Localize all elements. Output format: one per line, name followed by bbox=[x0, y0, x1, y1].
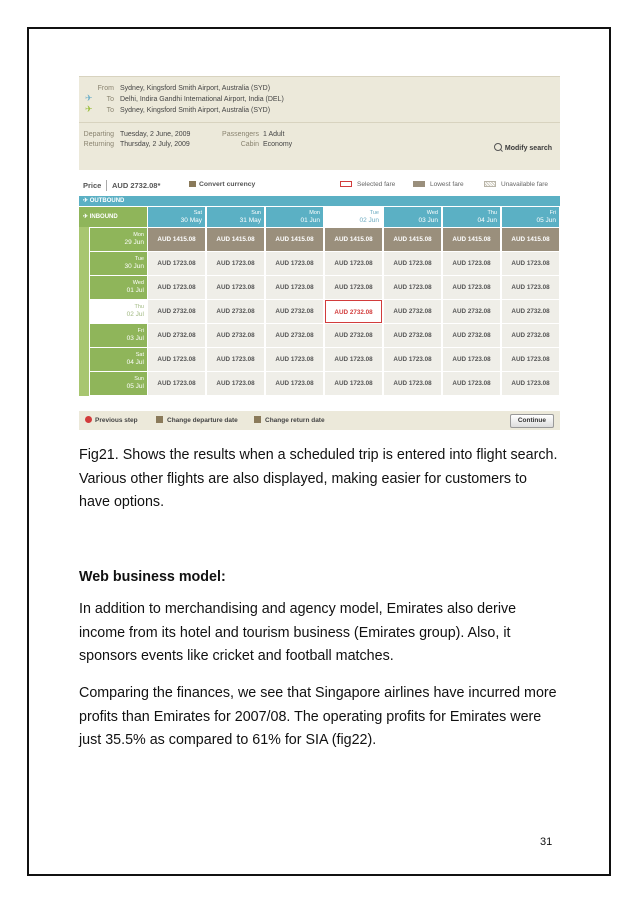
inbound-date-label: 02 Jul bbox=[126, 311, 144, 318]
inbound-date-3[interactable] bbox=[90, 300, 147, 323]
fare-cell[interactable]: AUD 1723.08 bbox=[207, 252, 264, 275]
outbound-day: Fri bbox=[549, 210, 556, 216]
fare-cell[interactable]: AUD 2732.08 bbox=[207, 300, 264, 323]
magnifier-icon bbox=[494, 143, 502, 151]
fare-cell[interactable]: AUD 2732.08 bbox=[148, 300, 205, 323]
outbound-label: OUTBOUND bbox=[89, 198, 125, 204]
to-label-return: To bbox=[106, 107, 114, 114]
cabin-label: Cabin bbox=[240, 141, 259, 148]
fare-cell[interactable]: AUD 2732.08 bbox=[325, 300, 382, 323]
outbound-date-label: 31 May bbox=[239, 217, 261, 224]
from-value: Sydney, Kingsford Smith Airport, Australia (SYD) bbox=[120, 85, 271, 92]
previous-step-label: Previous step bbox=[95, 417, 138, 424]
caption-text: Fig21. Shows the results when a scheduled trip is entered into flight search. Various other flights are also displayed, making easier for customers to have options. bbox=[79, 447, 558, 510]
legend-selected-label: Selected fare bbox=[357, 181, 396, 188]
from-label: From bbox=[97, 85, 114, 92]
currency-icon bbox=[189, 181, 196, 187]
to-label: To bbox=[106, 96, 114, 103]
change-return-button[interactable] bbox=[254, 416, 325, 424]
fare-cell[interactable]: AUD 1723.08 bbox=[325, 372, 382, 395]
to-value-return: Sydney, Kingsford Smith Airport, Australia (SYD) bbox=[120, 107, 271, 114]
outbound-date-label: 03 Jun bbox=[418, 217, 438, 224]
selected-swatch bbox=[340, 181, 352, 187]
fare-cell[interactable]: AUD 1723.08 bbox=[325, 252, 382, 275]
price-label: Price bbox=[83, 181, 102, 190]
returning-label: Returning bbox=[83, 141, 114, 148]
back-arrow-icon bbox=[85, 416, 92, 423]
outbound-day: Thu bbox=[487, 210, 497, 216]
fare-calendar-grid bbox=[79, 196, 560, 418]
outbound-date-1[interactable] bbox=[207, 207, 264, 227]
change-departure-label: Change departure date bbox=[167, 417, 238, 424]
fare-cell[interactable]: AUD 1723.08 bbox=[266, 252, 323, 275]
fare-cell[interactable]: AUD 2732.08 bbox=[443, 300, 500, 323]
fare-cell[interactable]: AUD 1723.08 bbox=[384, 252, 441, 275]
inbound-date-5[interactable] bbox=[90, 348, 147, 371]
price-value: AUD 2732.08* bbox=[112, 181, 161, 190]
fare-cell[interactable]: AUD 1723.08 bbox=[325, 348, 382, 371]
inbound-header bbox=[79, 207, 147, 227]
fare-cell[interactable]: AUD 1723.08 bbox=[325, 276, 382, 299]
inbound-date-label: 04 Jul bbox=[126, 359, 144, 366]
fare-cell[interactable]: AUD 1415.08 bbox=[384, 228, 441, 251]
inbound-day: Mon bbox=[133, 232, 144, 238]
departing-value: Tuesday, 2 June, 2009 bbox=[120, 131, 191, 138]
outbound-date-label: 04 Jun bbox=[477, 217, 497, 224]
price-bar bbox=[79, 178, 560, 194]
paragraph-1-text: In addition to merchandising and agency model, Emirates also derive income from its hotel and tourism business (Emirates group). Also, it sponsors events like cricket and football matches. bbox=[79, 601, 517, 664]
search-summary bbox=[79, 76, 560, 170]
outbound-day: Sun bbox=[251, 210, 261, 216]
inbound-day: Sat bbox=[135, 352, 144, 358]
inbound-date-label: 29 Jun bbox=[124, 239, 144, 246]
paragraph-2-text: Comparing the finances, we see that Singapore airlines have incurred more profits than Emirates for 2007/08. The operating profits for Emirates were just 35.5% as compared to 61% for SIA (fig22). bbox=[79, 685, 557, 748]
price-separator bbox=[106, 180, 107, 191]
fare-cell[interactable]: AUD 1723.08 bbox=[148, 348, 205, 371]
fare-cell[interactable]: AUD 2732.08 bbox=[148, 324, 205, 347]
fare-cell[interactable]: AUD 1415.08 bbox=[502, 228, 559, 251]
continue-button[interactable]: Continue bbox=[510, 414, 554, 428]
fare-cell[interactable]: AUD 1415.08 bbox=[148, 228, 205, 251]
inbound-date-6[interactable] bbox=[90, 372, 147, 395]
fare-cell[interactable]: AUD 1723.08 bbox=[207, 348, 264, 371]
lowest-swatch bbox=[413, 181, 425, 187]
fare-cell[interactable]: AUD 1723.08 bbox=[266, 348, 323, 371]
returning-value: Thursday, 2 July, 2009 bbox=[120, 141, 190, 148]
inbound-day: Wed bbox=[132, 280, 144, 286]
legend-lowest-label: Lowest fare bbox=[430, 181, 464, 188]
fare-cell[interactable]: AUD 1723.08 bbox=[207, 276, 264, 299]
to-value-outbound: Delhi, Indira Gandhi International Airport, India (DEL) bbox=[120, 96, 284, 103]
paragraph-1 bbox=[79, 598, 559, 669]
fare-cell[interactable]: AUD 1723.08 bbox=[443, 276, 500, 299]
outbound-day: Wed bbox=[426, 210, 438, 216]
fare-cell[interactable]: AUD 1723.08 bbox=[384, 348, 441, 371]
outbound-date-3[interactable] bbox=[325, 207, 382, 227]
inbound-date-2[interactable] bbox=[90, 276, 147, 299]
fare-cell[interactable]: AUD 1723.08 bbox=[266, 372, 323, 395]
modify-search-label: Modify search bbox=[504, 145, 552, 152]
outbound-date-6[interactable] bbox=[502, 207, 559, 227]
legend-selected bbox=[340, 181, 395, 188]
outbound-date-5[interactable] bbox=[443, 207, 500, 227]
fare-cell[interactable]: AUD 1723.08 bbox=[384, 372, 441, 395]
convert-currency-link[interactable] bbox=[189, 181, 255, 188]
outbound-plane-small-icon: ✈ bbox=[83, 198, 89, 204]
previous-step-button[interactable] bbox=[85, 416, 138, 424]
fare-cell[interactable]: AUD 1723.08 bbox=[443, 348, 500, 371]
fare-cell[interactable]: AUD 1723.08 bbox=[266, 276, 323, 299]
fare-cell[interactable]: AUD 1723.08 bbox=[148, 372, 205, 395]
inbound-date-label: 05 Jul bbox=[126, 383, 144, 390]
outbound-date-4[interactable] bbox=[384, 207, 441, 227]
inbound-label: INBOUND bbox=[89, 214, 118, 220]
outbound-date-2[interactable] bbox=[266, 207, 323, 227]
fare-cell[interactable]: AUD 1723.08 bbox=[384, 276, 441, 299]
outbound-day: Sat bbox=[193, 210, 202, 216]
outbound-date-label: 01 Jun bbox=[300, 217, 320, 224]
unavailable-swatch bbox=[484, 181, 496, 187]
inbound-day: Sun bbox=[134, 376, 144, 382]
inbound-date-label: 30 Jun bbox=[124, 263, 144, 270]
inbound-side-band bbox=[79, 227, 89, 396]
inbound-day: Tue bbox=[134, 256, 144, 262]
fare-cell[interactable]: AUD 1723.08 bbox=[443, 372, 500, 395]
calendar-icon-return bbox=[254, 416, 261, 423]
outbound-date-label: 02 Jun bbox=[359, 217, 379, 224]
cabin-value: Economy bbox=[263, 141, 293, 148]
outbound-plane-icon: ✈ bbox=[85, 93, 93, 103]
fare-cell[interactable]: AUD 1415.08 bbox=[325, 228, 382, 251]
fare-cell[interactable]: AUD 2732.08 bbox=[207, 324, 264, 347]
inbound-date-1[interactable] bbox=[90, 252, 147, 275]
fare-cell[interactable]: AUD 2732.08 bbox=[502, 300, 559, 323]
flight-search-screenshot bbox=[79, 76, 560, 430]
fare-cell[interactable]: AUD 1723.08 bbox=[502, 372, 559, 395]
fare-cell[interactable]: AUD 1415.08 bbox=[207, 228, 264, 251]
passengers-value: 1 Adult bbox=[263, 131, 285, 138]
change-departure-button[interactable] bbox=[156, 416, 238, 424]
inbound-day: Thu bbox=[134, 304, 144, 310]
inbound-date-label: 03 Jul bbox=[126, 335, 144, 342]
fare-cell[interactable]: AUD 2732.08 bbox=[325, 324, 382, 347]
page-number: 31 bbox=[540, 836, 553, 848]
footer-bar bbox=[79, 411, 560, 430]
legend-unavailable bbox=[484, 181, 548, 188]
inbound-date-0[interactable] bbox=[90, 228, 147, 251]
fare-cell[interactable]: AUD 1723.08 bbox=[207, 372, 264, 395]
outbound-day: Mon bbox=[309, 210, 320, 216]
fare-cell[interactable]: AUD 2732.08 bbox=[443, 324, 500, 347]
modify-search-button[interactable] bbox=[494, 143, 552, 152]
outbound-day: Tue bbox=[369, 210, 379, 216]
departing-label: Departing bbox=[83, 131, 114, 138]
legend-lowest bbox=[413, 181, 464, 188]
fare-cell[interactable]: AUD 1723.08 bbox=[502, 348, 559, 371]
fare-cell[interactable]: AUD 2732.08 bbox=[502, 324, 559, 347]
legend-unavailable-label: Unavailable fare bbox=[501, 181, 548, 188]
section-heading: Web business model: bbox=[79, 569, 226, 585]
fare-cell[interactable]: AUD 1723.08 bbox=[502, 276, 559, 299]
return-plane-icon: ✈ bbox=[85, 104, 93, 114]
convert-currency-label: Convert currency bbox=[199, 181, 256, 188]
paragraph-2 bbox=[79, 682, 559, 753]
fare-cell[interactable]: AUD 2732.08 bbox=[384, 300, 441, 323]
passengers-label: Passengers bbox=[222, 131, 259, 138]
fare-cell[interactable]: AUD 1723.08 bbox=[148, 276, 205, 299]
fare-cell[interactable]: AUD 1723.08 bbox=[148, 252, 205, 275]
fare-cell[interactable]: AUD 2732.08 bbox=[384, 324, 441, 347]
fare-cell[interactable]: AUD 2732.08 bbox=[266, 324, 323, 347]
outbound-date-label: 30 May bbox=[180, 217, 202, 224]
figure-caption bbox=[79, 444, 559, 515]
inbound-date-4[interactable] bbox=[90, 324, 147, 347]
change-return-label: Change return date bbox=[265, 417, 325, 424]
fare-cell[interactable]: AUD 1723.08 bbox=[502, 252, 559, 275]
outbound-date-0[interactable] bbox=[148, 207, 205, 227]
outbound-date-label: 05 Jun bbox=[536, 217, 556, 224]
calendar-icon bbox=[156, 416, 163, 423]
inbound-date-label: 01 Jul bbox=[126, 287, 144, 294]
fare-cell[interactable]: AUD 1723.08 bbox=[443, 252, 500, 275]
fare-cell[interactable]: AUD 2732.08 bbox=[266, 300, 323, 323]
outbound-header bbox=[79, 196, 560, 206]
inbound-plane-icon: ✈ bbox=[83, 214, 89, 220]
fare-cell[interactable]: AUD 1415.08 bbox=[266, 228, 323, 251]
inbound-day: Fri bbox=[137, 328, 144, 334]
search-divider bbox=[79, 122, 560, 123]
fare-cell[interactable]: AUD 1415.08 bbox=[443, 228, 500, 251]
